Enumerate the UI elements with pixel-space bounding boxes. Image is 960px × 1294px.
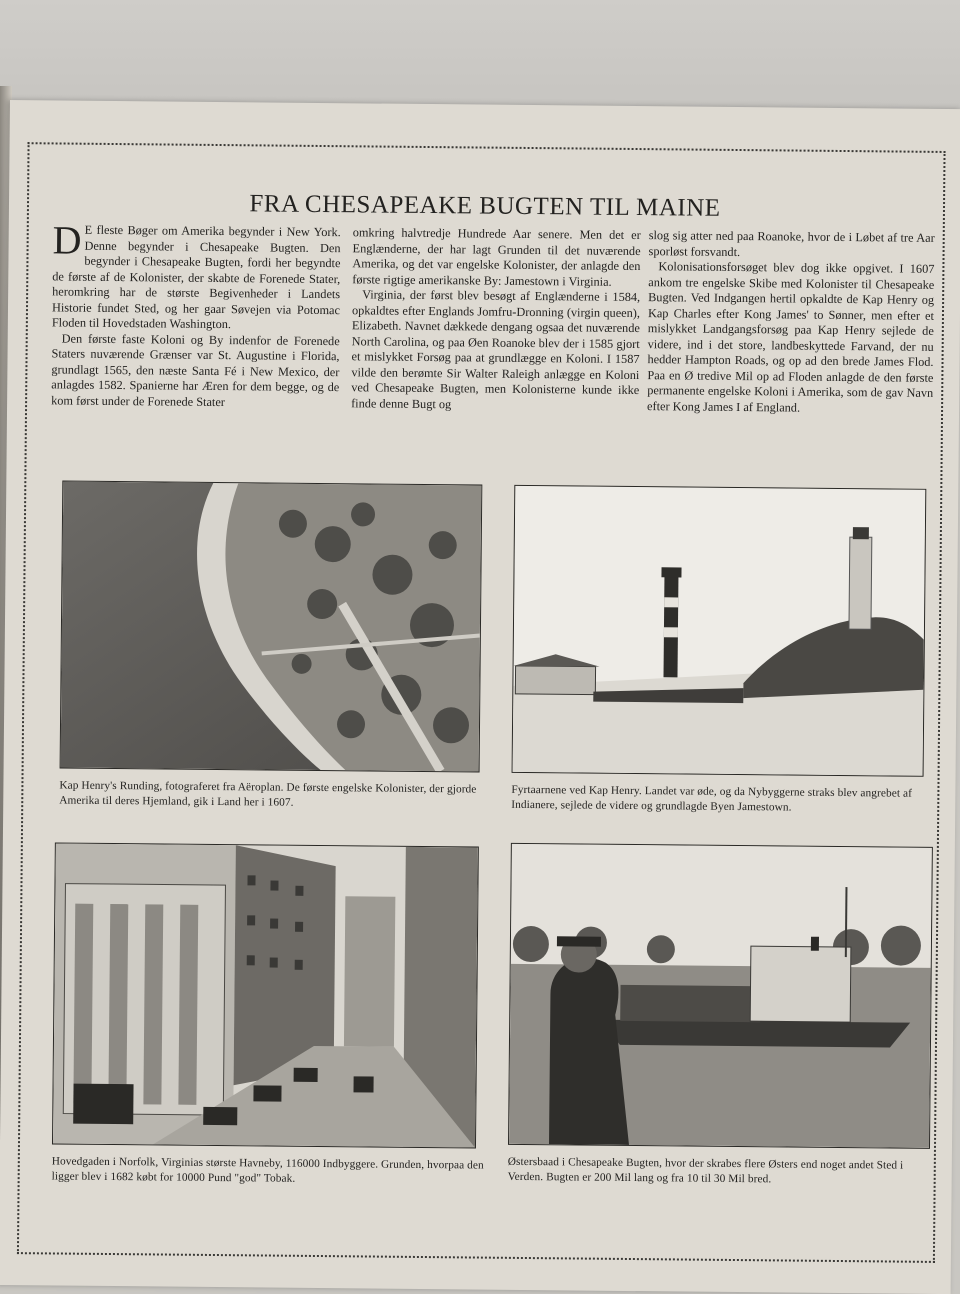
paragraph: Den første faste Koloni og By indenfor de Forenede Staters nuværende Grænser var St. Augustine i Florida, grundlagt 1565, den næste Santa Fé i New Mexico, der anlagdes 1582. Spanierne har Æren for dem begge, og de kom først under de Forenede Stater <box>51 331 340 409</box>
photo-caption: Kap Henry's Runding, fotograferet fra Aëroplan. De første engelske Kolonister, der gjorde Amerika til deres Hjemland, gik i Land her i 1607. <box>59 779 477 809</box>
paragraph: Virginia, der først blev besøgt af Englænderne i 1584, opkaldtes efter Englands Jomfru-Dronning (virgin queen), Elizabeth. Navnet dækkede dengang ogsaa det nuværende North Carolina, og paa Øen Roanoke blev der i 1585 gjort et mislykket Forsøg paa at grundlægge en Koloni. I 1587 vilde den berømte Sir Walter Raleigh anlægge en Koloni ved Chesapeake Bugten, men Kolonisterne kunde ikke finde denne Bugt og <box>351 287 641 411</box>
photo-lighthouses <box>512 485 927 777</box>
drop-cap: D <box>52 217 82 263</box>
photo-caption: Hovedgaden i Norfolk, Virginias største Havneby, 116000 Indbyggere. Grunden, hvorpaa den ligger blev i 1682 købt for 10000 Pund "god" Tobak. <box>51 1155 484 1185</box>
article-title: FRA CHESAPEAKE BUGTEN TIL MAINE <box>249 190 721 222</box>
text-column-1 <box>51 217 341 411</box>
paragraph: omkring halvtredje Hundrede Aar senere. Men det er Englænderne, der har lagt Grunden til det nuværende Amerika, og det var engelske Kolonister, der anlagde den første rigtige amerikanske By: Jamestown i Virginia. <box>352 225 641 289</box>
paragraph: slog sig atter ned paa Roanoke, hvor de i Løbet af tre Aar sporløst forsvandt. <box>648 228 935 259</box>
photo-caption: Fyrtaarnene ved Kap Henry. Landet var øde, og da Nybyggerne straks blev angrebet af Indianere, sejlede de videre og grundlagde Byen Jamestown. <box>511 783 913 814</box>
magazine-page <box>0 100 960 1294</box>
paragraph: E fleste Bøger om Amerika begynder i New York. Denne begynder i Chesapeake Bugten. Den begynder i Chesapeake Bugten, fordi her begyndte de første af de Kolonister, der skabte de Forenede Stater, heromkring har de største Begivenheder i Landets Historie fundet Sted, og her gaar Søvejen via Potomac Floden til Hovedstaden Washington. <box>51 222 341 332</box>
photo-oyster-boat <box>508 843 933 1149</box>
photo-caption: Østersbaad i Chesapeake Bugten, hvor der skrabes flere Østers end noget andet Sted i Verden. Bugten er 200 Mil lang og fra 10 til 30 Mil bred. <box>507 1155 904 1186</box>
text-column-2 <box>351 225 641 414</box>
text-column-3 <box>647 228 935 417</box>
photo-aerial-coastline <box>60 481 483 773</box>
paragraph: Kolonisationsforsøget blev dog ikke opgivet. I 1607 ankom tre engelske Skibe med Kolonister til Chesapeake Bugten. Ved Indgangen hertil opkaldte de Kap Henry og Kap Charles efter Kong James' to Sønner, men efter et mislykket Landgangsforsøg paa Kap Henry sejlede de videre, ind i det store, landbeskyttede Farvand, der nu hedder Hampton Roads, og op ad den brede James Flod. Paa en Ø tredive Mil op ad Floden anlagde de den første permanente engelske Koloni i Amerika, som de gav Navn efter Kong James I af England. <box>647 259 935 415</box>
photo-city-street <box>52 842 479 1148</box>
